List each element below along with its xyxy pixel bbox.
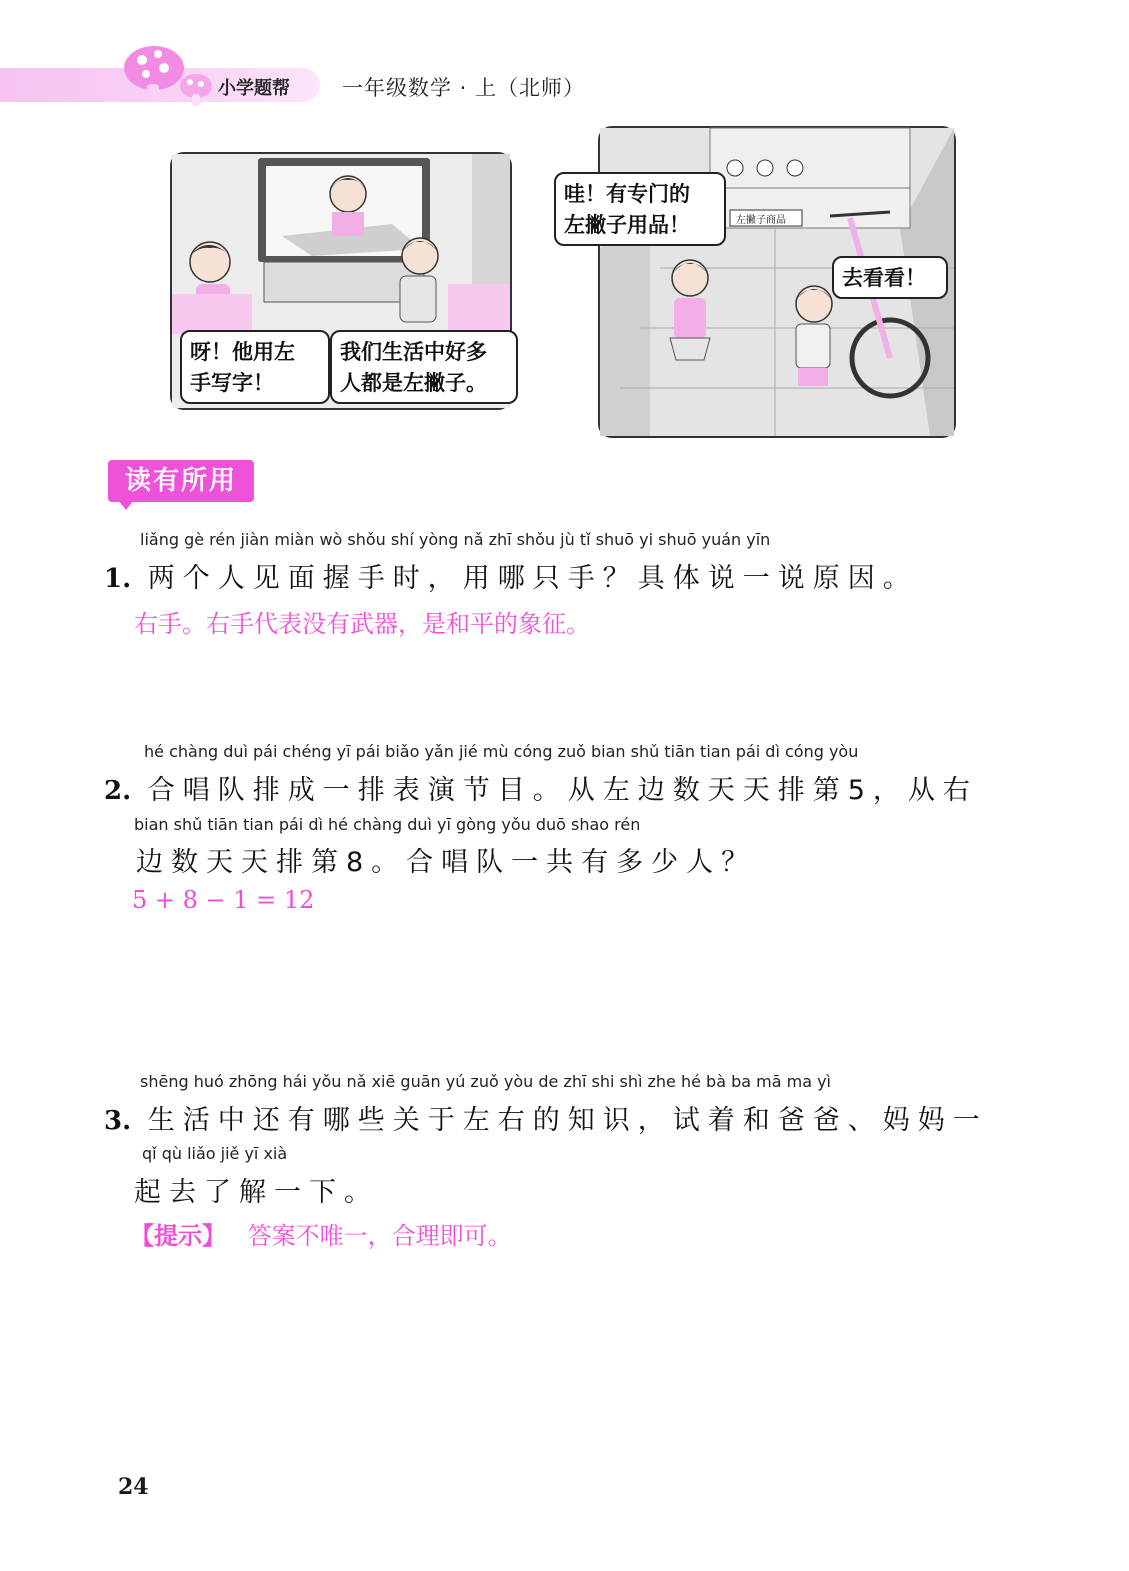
question-1 xyxy=(104,556,918,595)
illustration-right-panel xyxy=(564,126,956,438)
hint-text: 答案不唯一，合理即可。 xyxy=(247,1222,512,1250)
speech-bubble-girl xyxy=(180,330,330,404)
pinyin-line: qǐ qù liǎo jiě yī xià xyxy=(142,1144,288,1163)
page-number: 24 xyxy=(118,1474,149,1500)
pinyin-line: hé chàng duì pái chéng yī pái biǎo yǎn jié mù cóng zuǒ bian shǔ tiān tian pái dì cóng yòu xyxy=(144,742,859,761)
hint-label: 【提示】 xyxy=(130,1222,226,1250)
mushroom-logo-icon xyxy=(118,40,218,112)
question-text: 两个人见面握手时，用哪只手？具体说一说原因。 xyxy=(147,563,918,594)
bubble-line: 我们生活中好多 xyxy=(340,339,487,364)
book-title: 一年级数学 · 上（北师） xyxy=(342,76,586,100)
pinyin-line: shēng huó zhōng hái yǒu nǎ xiē guān yú zuǒ yòu de zhī shi shì zhe hé bà ba mā ma yì xyxy=(140,1072,831,1091)
speech-bubble-boy-store xyxy=(832,256,948,299)
question-number: 1. xyxy=(104,564,132,594)
question-text: 起去了解一下。 xyxy=(134,1177,379,1208)
hint-3 xyxy=(130,1216,512,1251)
question-text: 边数天天排第8。合唱队一共有多少人？ xyxy=(136,847,757,878)
question-number: 3. xyxy=(104,1106,132,1136)
answer-2: 5 + 8 − 1 = 12 xyxy=(132,886,315,914)
speech-bubble-girl-store xyxy=(554,172,726,246)
bubble-line: 人都是左撇子。 xyxy=(340,370,487,395)
question-3 xyxy=(104,1098,988,1137)
question-number: 2. xyxy=(104,776,132,806)
speech-bubble-boy xyxy=(330,330,518,404)
question-text: 合唱队排成一排表演节目。从左边数天天排第5，从右 xyxy=(147,775,978,806)
section-title: 读有所用 xyxy=(108,460,254,502)
question-text: 生活中还有哪些关于左右的知识，试着和爸爸、妈妈一 xyxy=(147,1105,988,1136)
bubble-line: 哇！有专门的 xyxy=(564,181,690,206)
bubble-line: 左撇子用品！ xyxy=(564,212,690,237)
answer-1: 右手。右手代表没有武器，是和平的象征。 xyxy=(134,610,590,638)
section-tag-tail xyxy=(118,500,134,510)
pinyin-line: liǎng gè rén jiàn miàn wò shǒu shí yòng nǎ zhī shǒu jù tǐ shuō yi shuō yuán yīn xyxy=(140,530,771,549)
shelf-sign: 左撇子商品 xyxy=(736,215,786,226)
bubble-line: 呀！他用左 xyxy=(190,339,295,364)
illustration-left-panel xyxy=(170,152,512,410)
bubble-line: 手写字！ xyxy=(190,370,274,395)
question-2 xyxy=(104,768,978,807)
series-title: 小学题帮 xyxy=(218,78,290,99)
bubble-line: 去看看！ xyxy=(842,265,926,290)
pinyin-line: bian shǔ tiān tian pái dì hé chàng duì yī gòng yǒu duō shao rén xyxy=(134,815,641,834)
